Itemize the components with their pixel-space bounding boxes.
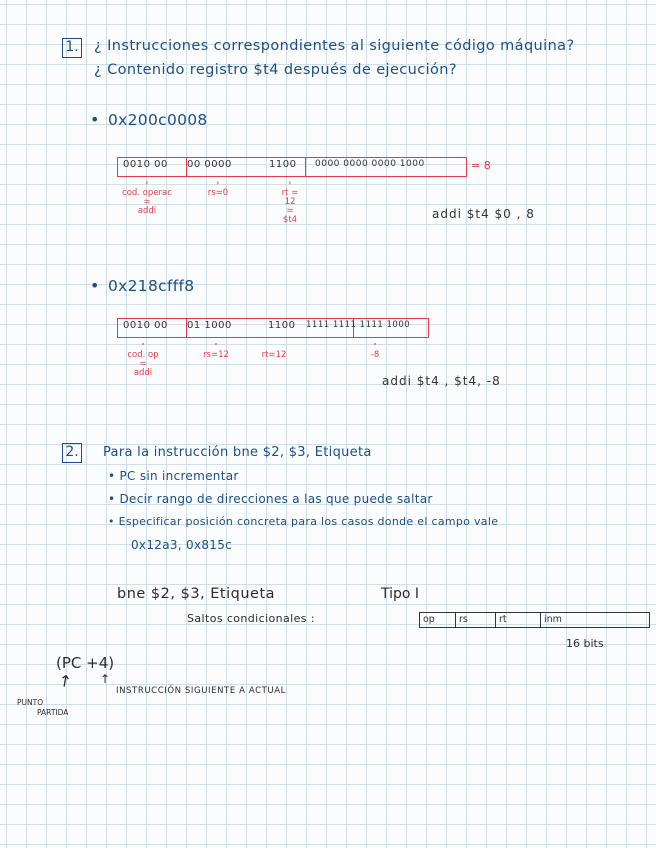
bits-rs: 01 1000 [187, 320, 232, 331]
label-op-2 [118, 342, 168, 378]
format-rt: rt [495, 612, 540, 628]
label-rt-1 [275, 180, 305, 225]
start-point-line-2: PARTIDA [37, 708, 69, 717]
bit-fields-1 [117, 157, 467, 177]
arrow-to-start: ↗ [53, 668, 76, 693]
bits-imm: 1111 1111 1111 1000 [306, 320, 411, 330]
start-point-line-1: PUNTO [17, 698, 44, 707]
label-rt-text: rt=12 [261, 350, 287, 360]
label-rs-1 [203, 180, 233, 198]
format-imm: inm [540, 612, 650, 628]
imm-value-1: = 8 [471, 159, 491, 172]
label-rt-2 [257, 351, 291, 360]
hex-code-2: 0x218cfff8 [108, 277, 195, 295]
label-op-1 [118, 180, 176, 216]
label-op-text: cod. op [127, 350, 159, 360]
label-rs-text: rs=12 [203, 350, 229, 360]
section-2-number: 2. [62, 443, 82, 463]
arrow-up: ᵖ [288, 180, 292, 188]
label-op-instr: addi [137, 206, 157, 216]
label-rs-text: rs=0 [207, 188, 229, 198]
next-instruction-label: INSTRUCCIÓN SIGUIENTE A ACTUAL [116, 686, 286, 696]
label-op-eq: = [143, 197, 151, 207]
bits-imm: 0000 0000 0000 1000 [315, 159, 425, 169]
question-2-item-2: • Decir rango de direcciones a las que puede saltar [108, 492, 433, 506]
bits-op: 0010 00 [123, 159, 168, 170]
format-op: op [419, 612, 455, 628]
label-rt-num: 12 [284, 197, 296, 207]
bits-rs: 00 0000 [187, 159, 232, 170]
arrow-up: ᵖ [216, 180, 220, 188]
question-1-line-1: ¿ Instrucciones correspondientes al siguiente código máquina? [94, 38, 575, 54]
i-type-format [419, 612, 650, 628]
instruction-type: Tipo I [381, 586, 420, 602]
format-rs: rs [455, 612, 495, 628]
bne-instruction: bne $2, $3, Etiqueta [117, 586, 276, 602]
bits-op: 0010 00 [123, 320, 168, 331]
arrow-up: " [214, 342, 218, 350]
label-rs-2 [199, 342, 233, 360]
label-imm-text: -8 [370, 350, 380, 360]
answer-1: addi $t4 $0 , 8 [432, 207, 535, 221]
bullet: • [90, 110, 100, 129]
question-2-title: Para la instrucción bne $2, $3, Etiqueta [103, 445, 372, 460]
label-rt-eq: = [286, 206, 294, 216]
answer-2: addi $t4 , $t4, -8 [382, 374, 501, 388]
bit-fields-2 [117, 318, 429, 338]
label-op-eq: = [139, 359, 147, 369]
arrow-up: " [141, 342, 145, 350]
arrow-up: " [373, 342, 377, 350]
question-1-line-2: ¿ Contenido registro $t4 después de ejecución? [94, 62, 457, 78]
pc-plus-4: (PC +4) [56, 654, 115, 672]
label-op-text: cod. operac [122, 188, 172, 198]
label-rt-text: rt = [281, 188, 299, 198]
label-imm-2 [362, 342, 388, 360]
hex-code-1: 0x200c0008 [108, 111, 208, 129]
question-2-item-1: • PC sin incrementar [108, 469, 239, 483]
section-1-number: 1. [62, 38, 82, 58]
arrow-to-next: ↑ [100, 672, 111, 686]
bits-rt: 1100 [268, 320, 296, 331]
label-rt-reg: $t4 [282, 215, 298, 225]
label-op-instr: addi [133, 368, 153, 378]
branch-label: Saltos condicionales : [187, 612, 315, 625]
question-2-item-3: • Especificar posición concreta para los casos donde el campo vale [108, 515, 499, 528]
bullet: • [90, 276, 100, 295]
arrow-up: ᵖ [145, 180, 149, 188]
bits-rt: 1100 [269, 159, 297, 170]
question-2-values: 0x12a3, 0x815c [131, 538, 233, 552]
bits-16-label: 16 bits [566, 637, 604, 650]
